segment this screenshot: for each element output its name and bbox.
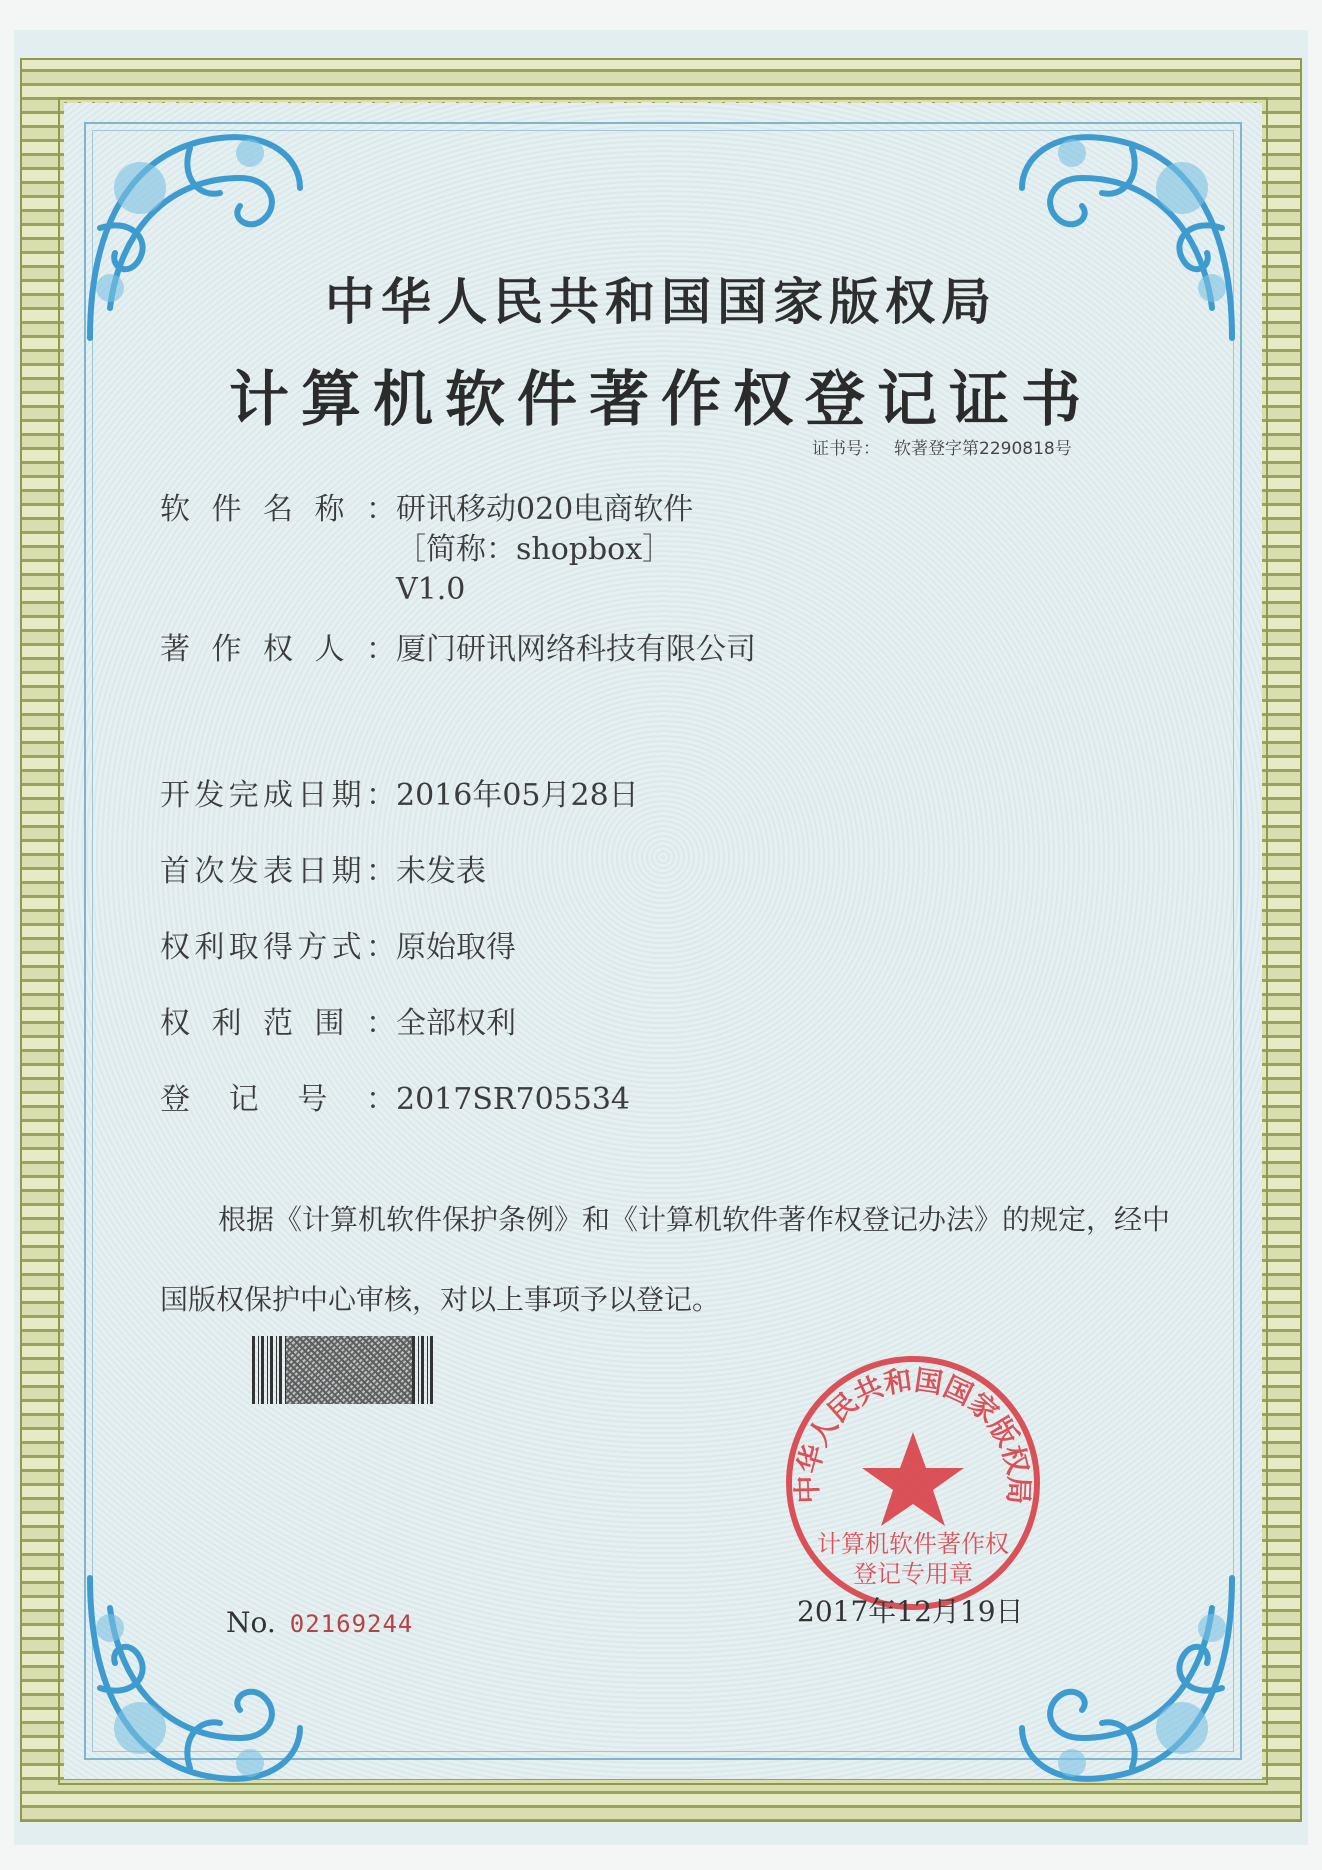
serial-number [226, 1606, 413, 1639]
acquisition-row [160, 928, 516, 968]
field-label: 开发完成日期： [160, 778, 396, 813]
first-publish-date-row [160, 852, 486, 892]
seal-ring-text: 中华人民共和国国家版权局 [790, 1363, 1036, 1505]
completion-date: 2016年05月28日 [396, 778, 639, 813]
software-version: V1.0 [396, 572, 466, 607]
software-name: 研讯移动020电商软件 [396, 492, 694, 527]
first-publish-date: 未发表 [396, 854, 486, 889]
seal-line-2: 登记专用章 [853, 1560, 973, 1588]
registration-number: 2017SR705534 [396, 1082, 631, 1117]
seal-line-1: 计算机软件著作权 [817, 1530, 1009, 1558]
official-seal-icon [780, 1350, 1046, 1616]
acquisition-method: 原始取得 [396, 930, 516, 965]
copyright-owner-row [160, 630, 756, 670]
rights-scope: 全部权利 [396, 1006, 516, 1041]
field-label: 著作权人： [160, 632, 396, 667]
field-label: 权利范围： [160, 1006, 396, 1041]
software-name-values [396, 490, 693, 610]
field-label: 首次发表日期： [160, 854, 396, 889]
completion-date-row [160, 776, 639, 816]
issue-date: 2017年12月19日 [797, 1595, 1024, 1628]
certificate-number [812, 434, 1072, 459]
certificate-title: 计算机软件著作权登记证书 [229, 365, 1093, 435]
registration-number-row [160, 1080, 630, 1120]
field-label: 软件名称： [160, 492, 396, 527]
field-label: 权利取得方式： [160, 930, 396, 965]
scope-row [160, 1004, 516, 1044]
registration-statement: 根据《计算机软件保护条例》和《计算机软件著作权登记办法》的规定，经中国版权保护中心审核，对以上事项予以登记。 [160, 1203, 1171, 1316]
copyright-owner: 厦门研讯网络科技有限公司 [396, 632, 756, 667]
software-name-row [160, 490, 693, 610]
software-short-name: ［简称：shopbox］ [396, 532, 673, 567]
corner-ornament-icon [70, 1558, 320, 1808]
field-label: 登记号： [160, 1082, 396, 1117]
barcode-icon [252, 1336, 436, 1404]
certificate-number-label: 证书号： [812, 439, 880, 459]
certificate-number-value: 软著登字第2290818号 [894, 439, 1072, 459]
issuing-authority: 中华人民共和国国家版权局 [325, 273, 997, 331]
serial-value: 02169244 [289, 1610, 414, 1638]
serial-label: No. [226, 1606, 276, 1639]
